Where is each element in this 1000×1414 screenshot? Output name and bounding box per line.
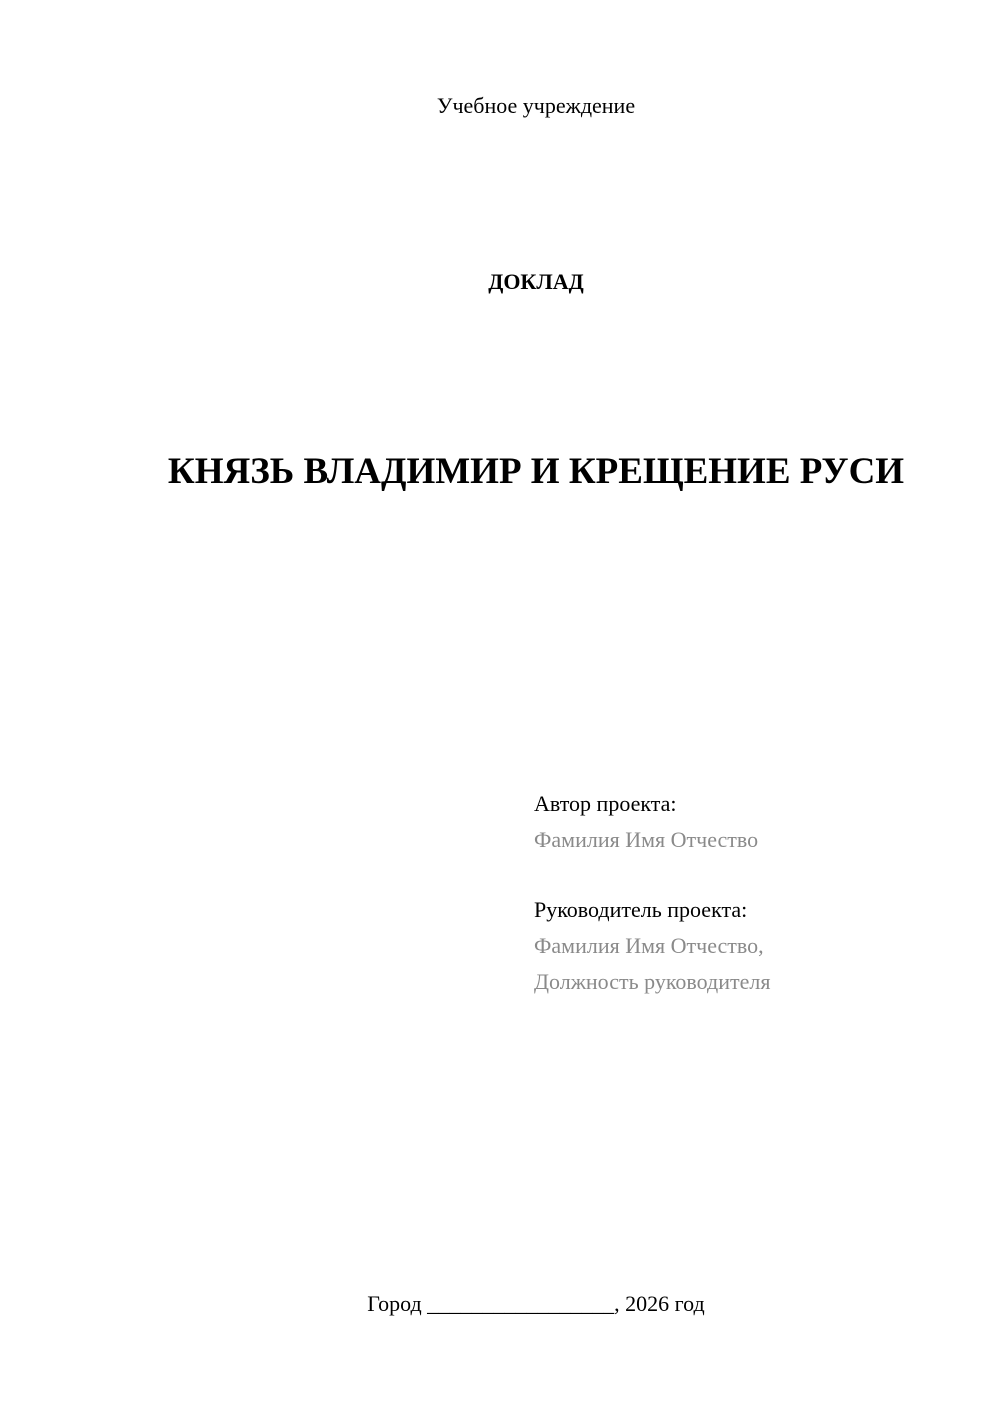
project-info-block bbox=[534, 786, 974, 1000]
supervisor-position: Должность руководителя bbox=[534, 969, 771, 994]
year-text: , 2026 год bbox=[614, 1291, 705, 1316]
document-title: КНЯЗЬ ВЛАДИМИР И КРЕЩЕНИЕ РУСИ bbox=[167, 451, 905, 492]
supervisor-name: Фамилия Имя Отчество, bbox=[534, 933, 764, 958]
city-label: Город bbox=[367, 1291, 422, 1316]
city-blank: _________________ bbox=[427, 1291, 615, 1316]
supervisor-label: Руководитель проекта: bbox=[534, 897, 748, 922]
institution-name: Учебное учреждение bbox=[436, 93, 636, 118]
author-label: Автор проекта: bbox=[534, 791, 677, 816]
document-type: ДОКЛАД bbox=[488, 269, 584, 294]
info-spacer bbox=[534, 858, 974, 892]
author-name: Фамилия Имя Отчество bbox=[534, 827, 759, 852]
city-year-line bbox=[0, 1288, 1000, 1320]
